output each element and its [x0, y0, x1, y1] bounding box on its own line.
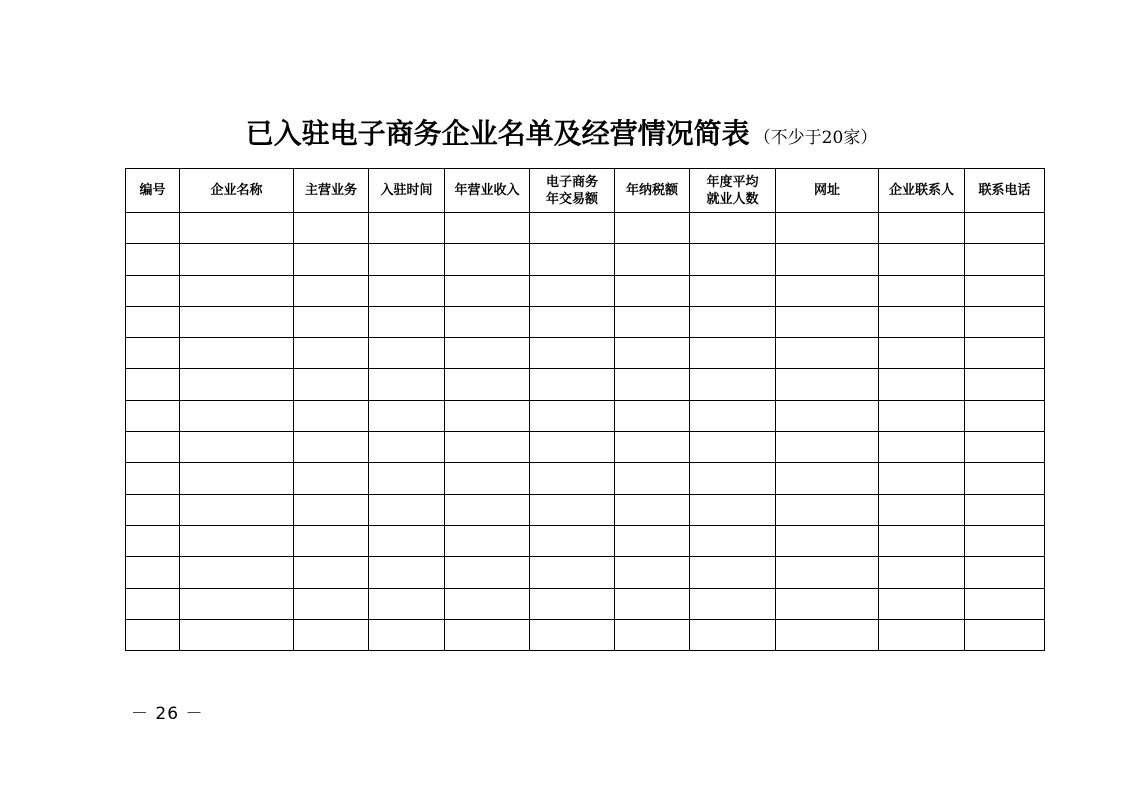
table-cell — [530, 432, 615, 463]
table-cell — [530, 244, 615, 275]
table-cell — [126, 275, 180, 306]
table-cell — [126, 525, 180, 556]
table-cell — [690, 588, 776, 619]
table-cell — [369, 306, 445, 337]
column-header — [126, 169, 180, 213]
table-cell — [776, 494, 879, 525]
table-cell — [294, 338, 369, 369]
column-header — [615, 169, 690, 213]
table-cell — [180, 400, 294, 431]
column-header-label: 企业联系人 — [888, 183, 954, 198]
table-cell — [776, 369, 879, 400]
table-cell — [690, 338, 776, 369]
table-cell — [369, 213, 445, 244]
table-cell — [294, 463, 369, 494]
table-cell — [369, 244, 445, 275]
table-cell — [126, 494, 180, 525]
table-cell — [294, 432, 369, 463]
column-header — [369, 169, 445, 213]
table-cell — [530, 400, 615, 431]
table-cell — [369, 557, 445, 588]
table-cell — [180, 213, 294, 244]
table-cell — [445, 463, 530, 494]
table-cell — [294, 213, 369, 244]
table-cell — [690, 244, 776, 275]
table-cell — [879, 557, 965, 588]
table-cell — [180, 306, 294, 337]
table-cell — [965, 275, 1045, 306]
table-cell — [879, 432, 965, 463]
table-cell — [615, 275, 690, 306]
table-cell — [530, 619, 615, 650]
table-cell — [126, 588, 180, 619]
table-cell — [180, 275, 294, 306]
table-row — [126, 619, 1045, 650]
table-cell — [965, 400, 1045, 431]
table-cell — [445, 619, 530, 650]
table-cell — [690, 463, 776, 494]
table-row — [126, 588, 1045, 619]
table-body — [126, 213, 1045, 651]
column-header — [776, 169, 879, 213]
table-cell — [965, 557, 1045, 588]
table-cell — [530, 463, 615, 494]
table-cell — [879, 244, 965, 275]
table-cell — [776, 244, 879, 275]
table-cell — [126, 338, 180, 369]
column-header-label: 入驻时间 — [380, 183, 433, 198]
table-cell — [530, 338, 615, 369]
table-cell — [965, 244, 1045, 275]
enterprise-table — [125, 168, 1045, 651]
column-header-label: 联系电话 — [978, 183, 1031, 198]
table-cell — [776, 213, 879, 244]
table-cell — [445, 338, 530, 369]
column-header — [445, 169, 530, 213]
table-cell — [369, 369, 445, 400]
table-cell — [294, 494, 369, 525]
table-cell — [879, 306, 965, 337]
table-cell — [369, 588, 445, 619]
table-cell — [445, 494, 530, 525]
table-cell — [369, 525, 445, 556]
table-cell — [530, 525, 615, 556]
table-cell — [690, 619, 776, 650]
table-cell — [530, 557, 615, 588]
table-cell — [776, 400, 879, 431]
table-cell — [879, 369, 965, 400]
table-cell — [690, 432, 776, 463]
table-cell — [369, 432, 445, 463]
table-cell — [776, 525, 879, 556]
table-cell — [965, 338, 1045, 369]
table-cell — [965, 213, 1045, 244]
table-cell — [615, 494, 690, 525]
table-row — [126, 525, 1045, 556]
table-cell — [294, 588, 369, 619]
table-cell — [965, 619, 1045, 650]
column-header — [180, 169, 294, 213]
table-cell — [126, 213, 180, 244]
table-cell — [965, 306, 1045, 337]
table-cell — [126, 244, 180, 275]
table-cell — [615, 463, 690, 494]
table-cell — [445, 213, 530, 244]
table-cell — [965, 369, 1045, 400]
table-cell — [615, 400, 690, 431]
table-cell — [879, 588, 965, 619]
table-cell — [530, 494, 615, 525]
table-cell — [879, 213, 965, 244]
table-row — [126, 369, 1045, 400]
table-cell — [445, 306, 530, 337]
table-row — [126, 494, 1045, 525]
column-header — [965, 169, 1045, 213]
table-cell — [445, 557, 530, 588]
table-row — [126, 463, 1045, 494]
table-cell — [690, 557, 776, 588]
table-cell — [615, 432, 690, 463]
table-cell — [294, 275, 369, 306]
table-cell — [615, 588, 690, 619]
column-header-label: 编号 — [139, 183, 166, 198]
table-cell — [615, 557, 690, 588]
title-note: （不少于20家） — [753, 128, 878, 148]
column-header-label: 电子商务 — [545, 174, 598, 190]
table-cell — [180, 494, 294, 525]
table-cell — [180, 244, 294, 275]
column-header — [690, 169, 776, 213]
table-cell — [126, 400, 180, 431]
table-cell — [776, 432, 879, 463]
table-cell — [965, 432, 1045, 463]
table-cell — [445, 275, 530, 306]
table-cell — [369, 619, 445, 650]
table-cell — [445, 432, 530, 463]
table-cell — [776, 557, 879, 588]
table-row — [126, 338, 1045, 369]
table-cell — [369, 275, 445, 306]
table-cell — [445, 588, 530, 619]
table-cell — [776, 306, 879, 337]
table-cell — [180, 338, 294, 369]
table-row — [126, 275, 1045, 306]
table-cell — [615, 338, 690, 369]
table-cell — [879, 463, 965, 494]
table-cell — [776, 275, 879, 306]
table-cell — [879, 400, 965, 431]
column-header-label: 就业人数 — [706, 191, 759, 207]
table-cell — [180, 463, 294, 494]
column-header-label: 网址 — [813, 183, 840, 198]
table-cell — [690, 400, 776, 431]
column-header-label: 年度平均 — [706, 174, 759, 190]
column-header — [294, 169, 369, 213]
table-cell — [180, 525, 294, 556]
table-cell — [294, 525, 369, 556]
table-header-row — [126, 169, 1045, 213]
table-cell — [776, 338, 879, 369]
table-cell — [445, 400, 530, 431]
table-cell — [180, 432, 294, 463]
table-cell — [615, 306, 690, 337]
table-cell — [530, 369, 615, 400]
column-header-label: 企业名称 — [210, 183, 263, 198]
table-cell — [445, 525, 530, 556]
table-cell — [294, 619, 369, 650]
table-cell — [776, 463, 879, 494]
table-cell — [690, 306, 776, 337]
table-cell — [965, 494, 1045, 525]
table-cell — [879, 494, 965, 525]
table-cell — [126, 306, 180, 337]
table-cell — [180, 369, 294, 400]
table-cell — [530, 213, 615, 244]
table-cell — [615, 213, 690, 244]
table-cell — [690, 525, 776, 556]
page-number: － 26 － — [131, 704, 204, 724]
table-cell — [879, 338, 965, 369]
table-cell — [776, 619, 879, 650]
table-cell — [965, 463, 1045, 494]
table-cell — [615, 369, 690, 400]
table-row — [126, 557, 1045, 588]
table-cell — [530, 588, 615, 619]
column-header — [879, 169, 965, 213]
table-cell — [294, 557, 369, 588]
title-main: 已入驻电子商务企业名单及经营情况简表 — [245, 117, 750, 150]
table-cell — [615, 619, 690, 650]
table-cell — [369, 463, 445, 494]
table-row — [126, 306, 1045, 337]
table-cell — [965, 588, 1045, 619]
table-cell — [615, 244, 690, 275]
table-cell — [369, 400, 445, 431]
table-cell — [690, 369, 776, 400]
table-cell — [126, 619, 180, 650]
table-row — [126, 400, 1045, 431]
column-header-label: 年营业收入 — [454, 183, 520, 198]
table-cell — [294, 369, 369, 400]
table-cell — [126, 557, 180, 588]
table-cell — [879, 619, 965, 650]
table-cell — [180, 557, 294, 588]
table-cell — [879, 275, 965, 306]
table-cell — [126, 463, 180, 494]
table-cell — [445, 244, 530, 275]
table-cell — [690, 494, 776, 525]
table-cell — [965, 525, 1045, 556]
table-cell — [180, 619, 294, 650]
table-cell — [369, 338, 445, 369]
table-cell — [445, 369, 530, 400]
table-cell — [879, 525, 965, 556]
table-cell — [294, 306, 369, 337]
table-cell — [126, 369, 180, 400]
column-header-label: 年纳税额 — [625, 183, 678, 198]
table-cell — [126, 432, 180, 463]
table-cell — [776, 588, 879, 619]
table-cell — [530, 275, 615, 306]
table-cell — [180, 588, 294, 619]
table-row — [126, 432, 1045, 463]
table-cell — [615, 525, 690, 556]
table-cell — [690, 213, 776, 244]
column-header-label: 年交易额 — [545, 191, 598, 207]
document-title — [0, 112, 1123, 152]
table-cell — [530, 306, 615, 337]
column-header-label: 主营业务 — [304, 183, 357, 198]
table-cell — [369, 494, 445, 525]
column-header — [530, 169, 615, 213]
table-cell — [294, 244, 369, 275]
table-cell — [690, 275, 776, 306]
table-row — [126, 213, 1045, 244]
table-row — [126, 244, 1045, 275]
table-cell — [294, 400, 369, 431]
